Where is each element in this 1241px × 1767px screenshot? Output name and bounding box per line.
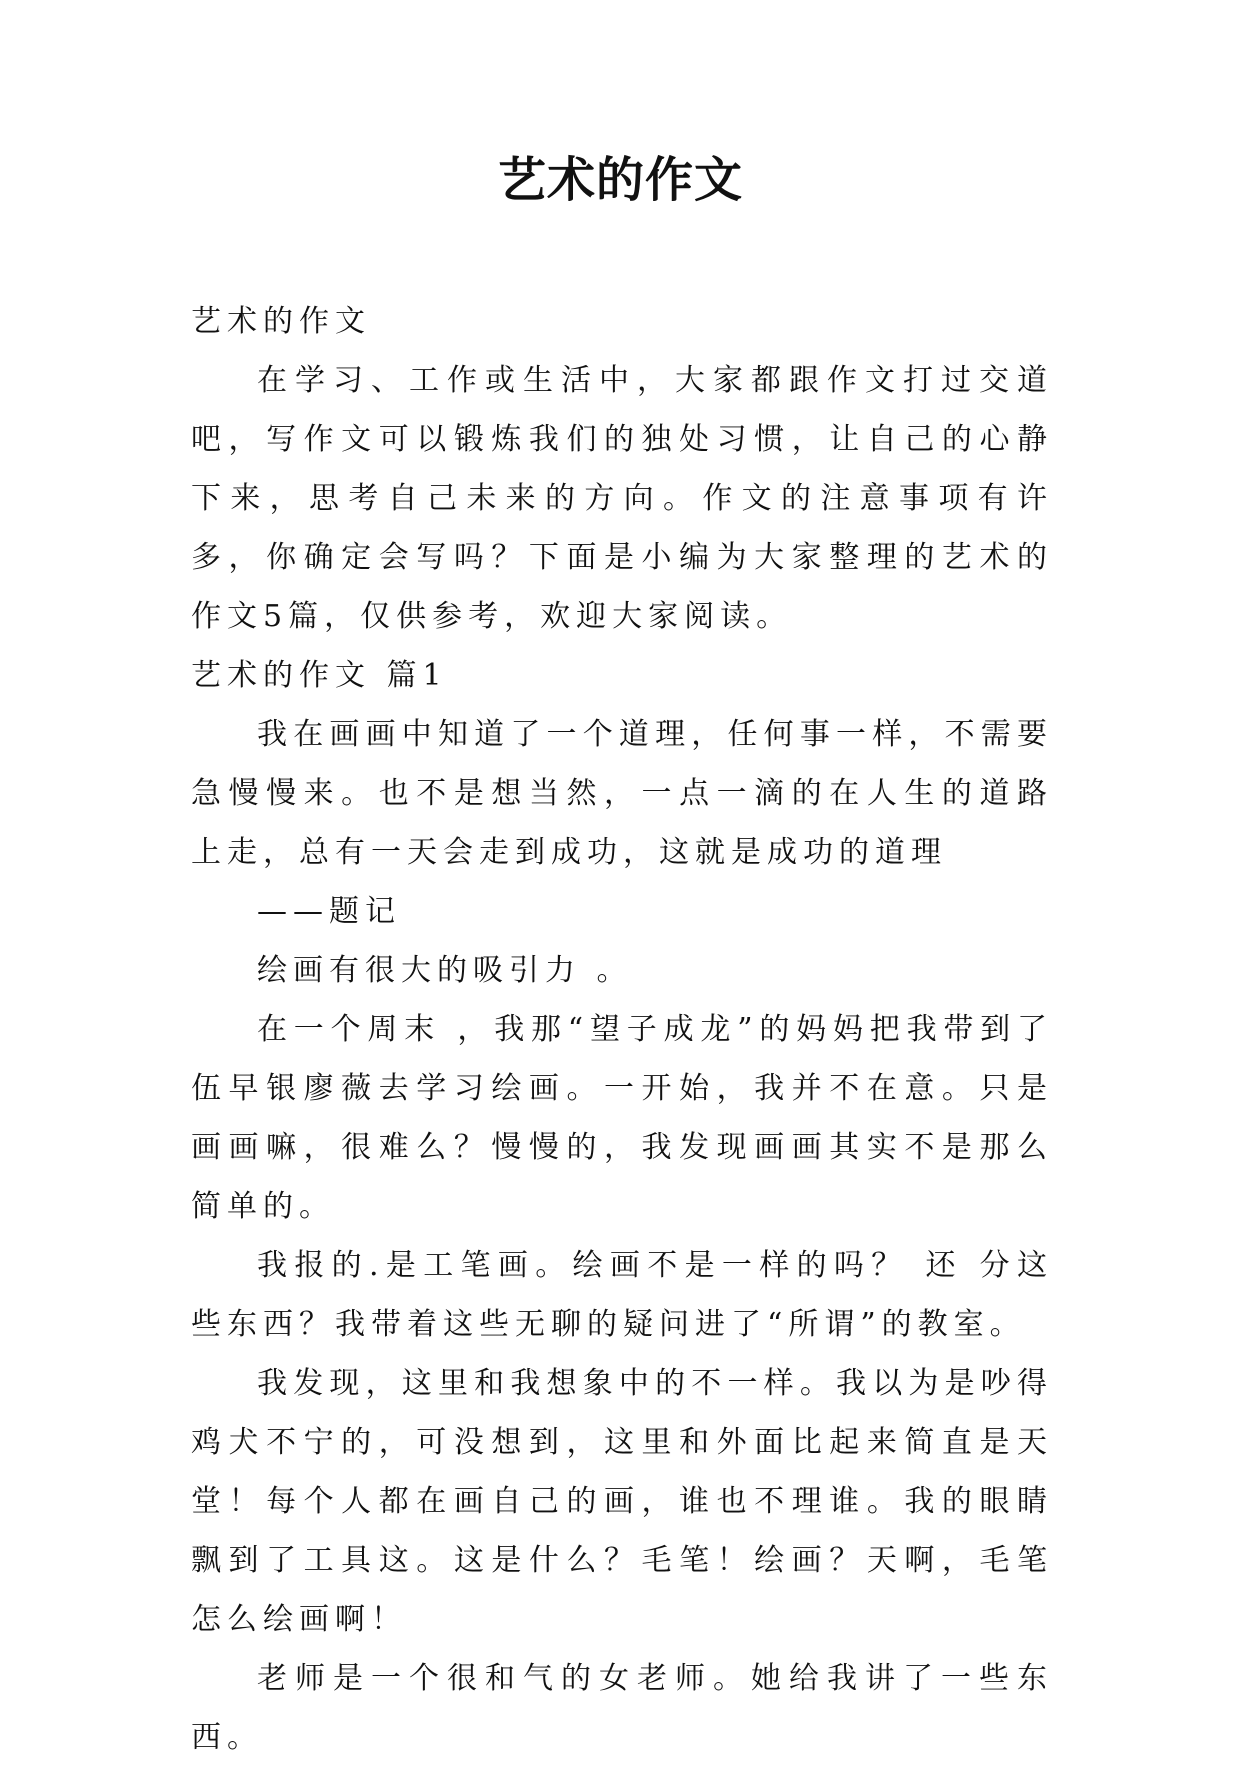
document-body [191, 292, 1053, 1767]
paragraph: 绘画有很大的吸引力 。 [257, 953, 633, 988]
paragraph: 在一个周末 ，我那“望子成龙”的妈妈把我带到了伍早银廖薇去学习绘画。一开始，我并不在意。只是画画嘛，很难么？慢慢的，我发现画画其实不是那么简单的。 [191, 1012, 1053, 1224]
paragraph: 我在画画中知道了一个道理，任何事一样，不需要急慢慢来。也不是想当然，一点一滴的在人生的道路上走，总有一天会走到成功，这就是成功的道理 [191, 717, 1053, 870]
paragraph: 我报的.是工笔画。绘画不是一样的吗？ 还 分这些东西？我带着这些无聊的疑问进了“所谓”的教室。 [191, 1248, 1053, 1342]
document-title: 艺术的作文 [497, 152, 743, 208]
paragraph-intro: 在学习、工作或生活中，大家都跟作文打过交道吧，写作文可以锻炼我们的独处习惯，让自己的心静下来，思考自己未来的方向。作文的注意事项有许多，你确定会写吗？下面是小编为大家整理的艺术的作文5篇，仅供参考，欢迎大家阅读。 [191, 363, 1053, 634]
paragraph-epigraph: ——题记 [257, 894, 401, 929]
paragraph: 我发现，这里和我想象中的不一样。我以为是吵得鸡犬不宁的，可没想到，这里和外面比起来简直是天堂！每个人都在画自己的画，谁也不理谁。我的眼睛飘到了工具这。这是什么？毛笔！绘画？天啊，毛笔怎么绘画啊！ [191, 1366, 1053, 1637]
paragraph: 老师是一个很和气的女老师。她给我讲了一些东西。 [191, 1661, 1053, 1755]
paragraph-heading: 艺术的作文 [191, 304, 371, 339]
paragraph-section-heading: 艺术的作文 篇1 [191, 658, 448, 693]
